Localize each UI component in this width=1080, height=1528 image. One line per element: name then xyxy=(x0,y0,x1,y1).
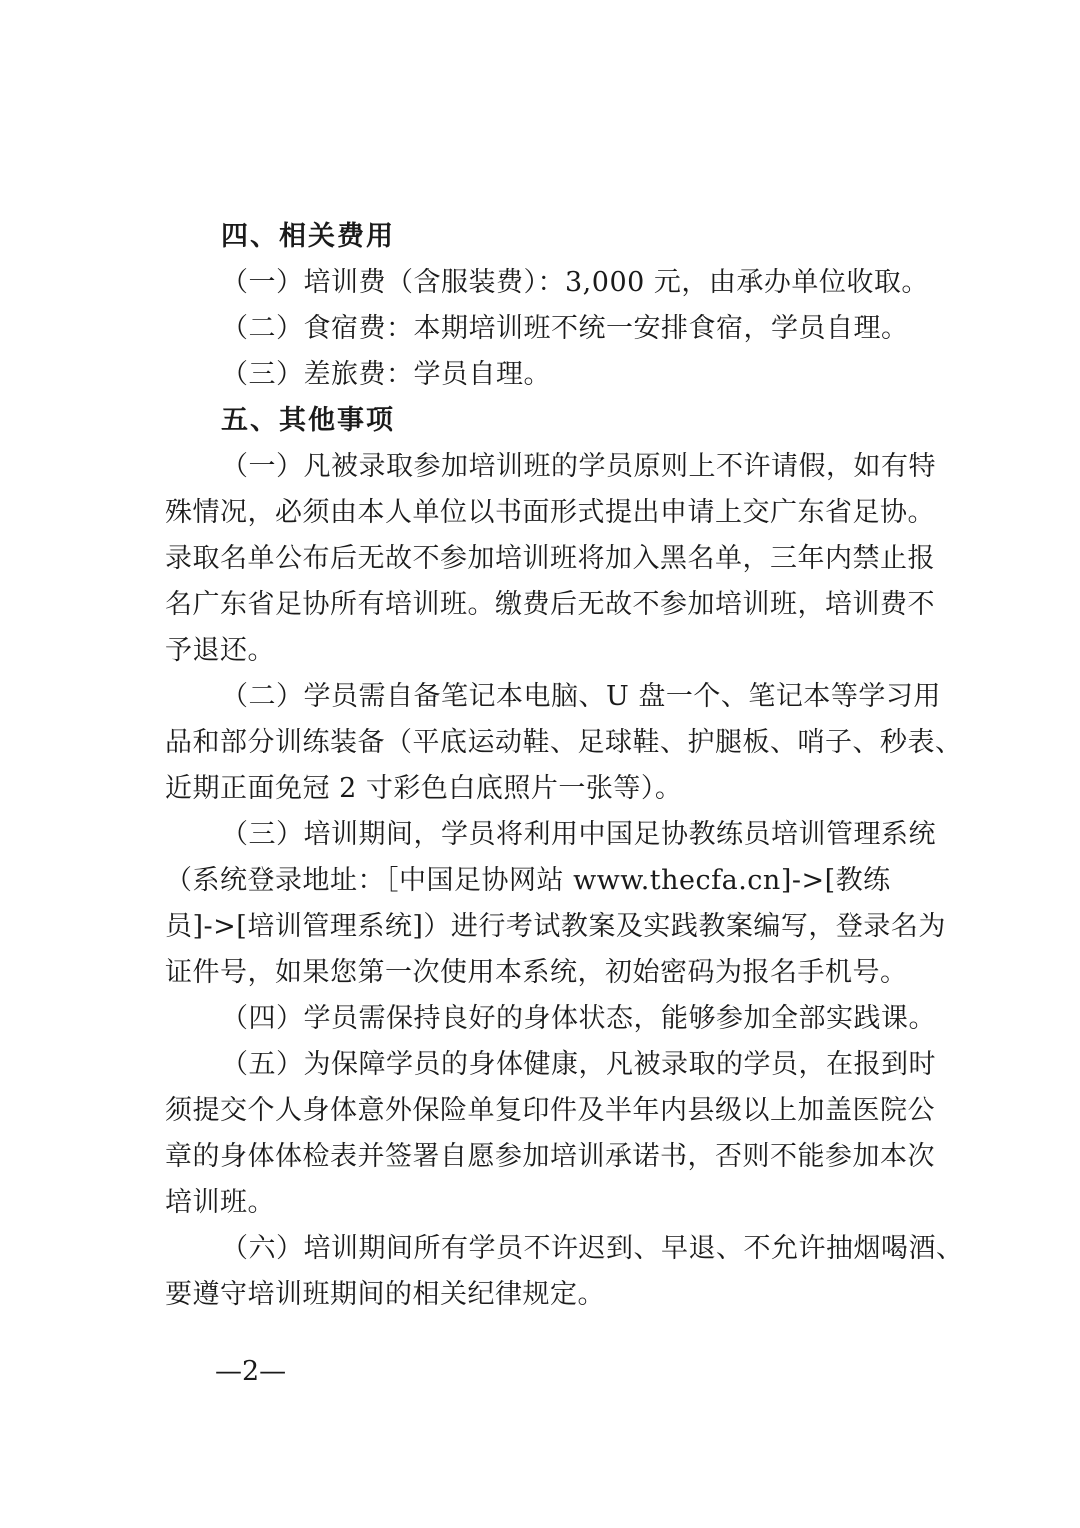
paragraph-line: （六）培训期间所有学员不许迟到、早退、不允许抽烟喝酒、 xyxy=(221,1233,964,1264)
section-heading-other: 五、其他事项 xyxy=(221,405,395,436)
paragraph-line: （三）培训期间，学员将利用中国足协教练员培训管理系统 xyxy=(221,819,936,850)
paragraph-line: （五）为保障学员的身体健康，凡被录取的学员，在报到时 xyxy=(221,1049,936,1080)
fee-item-training: （一）培训费（含服装费）：3,000 元，由承办单位收取。 xyxy=(221,267,929,298)
paragraph-line: 章的身体体检表并签署自愿参加培训承诺书，否则不能参加本次 xyxy=(165,1141,935,1172)
paragraph-line: 殊情况，必须由本人单位以书面形式提出申请上交广东省足协。 xyxy=(165,497,935,528)
paragraph-line: 录取名单公布后无故不参加培训班将加入黑名单，三年内禁止报 xyxy=(165,543,935,574)
paragraph-line: （一）凡被录取参加培训班的学员原则上不许请假，如有特 xyxy=(221,451,936,482)
paragraph-line: 名广东省足协所有培训班。缴费后无故不参加培训班，培训费不 xyxy=(165,589,935,620)
paragraph-line: 要遵守培训班期间的相关纪律规定。 xyxy=(165,1279,605,1310)
paragraph-discipline xyxy=(165,1226,964,1318)
page-number: —2— xyxy=(215,1356,287,1387)
document-body xyxy=(165,214,964,1318)
fee-item-lodging: （二）食宿费：本期培训班不统一安排食宿，学员自理。 xyxy=(221,313,909,344)
fee-item-travel: （三）差旅费：学员自理。 xyxy=(221,359,551,390)
paragraph-health-state xyxy=(165,996,936,1042)
paragraph-line: （系统登录地址：［中国足协网站 www.thecfa.cn]->[教练 xyxy=(165,865,891,896)
section-heading-fees: 四、相关费用 xyxy=(221,221,395,252)
paragraph-line: 品和部分训练装备（平底运动鞋、足球鞋、护腿板、哨子、秒表、 xyxy=(165,727,963,758)
paragraph-line: 证件号，如果您第一次使用本系统，初始密码为报名手机号。 xyxy=(165,957,908,988)
paragraph-line: （二）学员需自备笔记本电脑、U 盘一个、笔记本等学习用 xyxy=(221,681,941,712)
paragraph-line: 培训班。 xyxy=(165,1187,275,1218)
paragraph-supplies xyxy=(165,674,963,812)
paragraph-line: （四）学员需保持良好的身体状态，能够参加全部实践课。 xyxy=(221,1003,936,1034)
paragraph-system-login xyxy=(165,812,946,996)
paragraph-insurance xyxy=(165,1042,936,1226)
paragraph-line: 员]->[培训管理系统]）进行考试教案及实践教案编写，登录名为 xyxy=(165,911,946,942)
paragraph-line: 予退还。 xyxy=(165,635,275,666)
paragraph-leave-policy xyxy=(165,444,936,674)
paragraph-line: 近期正面免冠 2 寸彩色白底照片一张等）。 xyxy=(165,773,683,804)
paragraph-line: 须提交个人身体意外保险单复印件及半年内县级以上加盖医院公 xyxy=(165,1095,935,1126)
